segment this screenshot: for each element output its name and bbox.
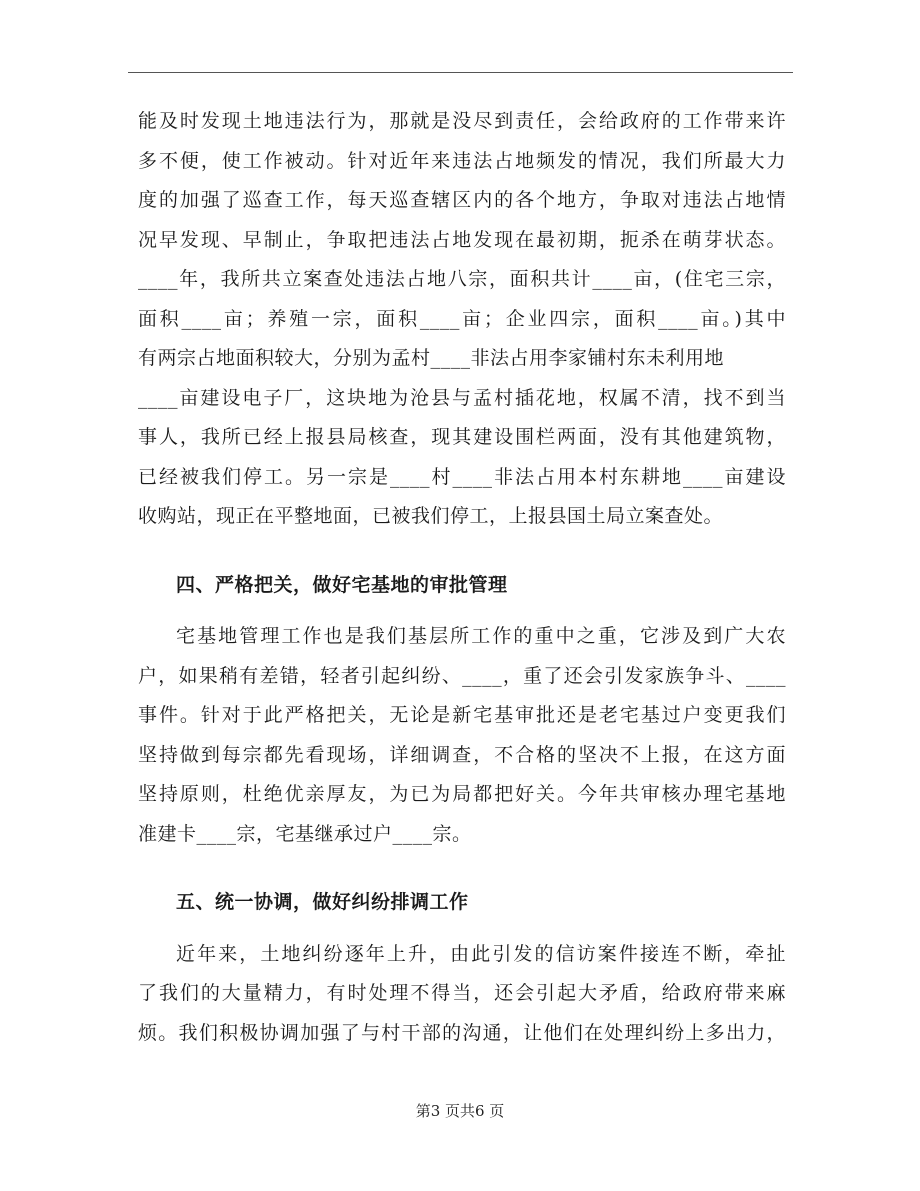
- paragraph-section-five: [138, 935, 786, 1054]
- text-line: 坚持做到每宗都先看现场，详细调查，不合格的坚决不上报，在这方面: [138, 743, 786, 766]
- text-line: 多不便，使工作被动。针对近年来违法占地频发的情况，我们所最大力: [138, 149, 786, 172]
- header-rule: [128, 72, 793, 73]
- text-line: 能及时发现土地违法行为，那就是没尽到责任，会给政府的工作带来许: [138, 110, 786, 132]
- section-heading-four: 四、严格把关，做好宅基地的审批管理: [176, 573, 508, 596]
- page-number: 第3 页共6 页: [415, 1102, 505, 1120]
- text-line: 准建卡____宗，宅基继承过户____宗。: [138, 822, 472, 845]
- text-line: 度的加强了巡查工作，每天巡查辖区内的各个地方，争取对违法占地情: [138, 189, 786, 211]
- text-line: 近年来，土地纠纷逐年上升，由此引发的信访案件接连不断，牵扯: [176, 942, 786, 965]
- text-line: 事人，我所已经上报县局核查，现其建设围栏两面，没有其他建筑物，: [138, 426, 786, 448]
- section-heading-five: 五、统一协调，做好纠纷排调工作: [176, 891, 469, 913]
- text-line: 收购站，现正在平整地面，已被我们停工，上报县国土局立案查处。: [138, 505, 724, 527]
- text-line: 户，如果稍有差错，轻者引起纠纷、____，重了还会引发家族争斗、____: [138, 664, 786, 687]
- text-line: 坚持原则，杜绝优亲厚友，为已为局都把好关。今年共审核办理宅基地: [138, 783, 786, 805]
- text-line: 有两宗占地面积较大，分别为孟村____非法占用李家铺村东未利用地: [138, 347, 725, 369]
- text-line: 烦。我们积极协调加强了与村干部的沟通，让他们在处理纠纷上多出力，: [138, 1021, 786, 1044]
- text-line: 况早发现、早制止，争取把违法占地发现在最初期，扼杀在萌芽状态。: [138, 228, 786, 251]
- text-line: 面积____亩；养殖一宗，面积____亩；企业四宗，面积____亩。)其中: [138, 307, 786, 330]
- text-line: ____亩建设电子厂，这块地为沧县与孟村插花地，权属不清，找不到当: [138, 386, 786, 409]
- text-line: 事件。针对于此严格把关，无论是新宅基审批还是老宅基过户变更我们: [138, 704, 786, 726]
- document-body: [138, 102, 786, 1053]
- text-line: 宅基地管理工作也是我们基层所工作的重中之重，它涉及到广大农: [176, 625, 786, 647]
- paragraph-section-four: [138, 617, 786, 854]
- paragraph-continued: [138, 102, 786, 537]
- text-line: 已经被我们停工。另一宗是____村____非法占用本村东耕地____亩建设: [138, 465, 786, 488]
- text-line: ____年，我所共立案查处违法占地八宗，面积共计____亩，(住宅三宗，: [138, 268, 786, 290]
- text-line: 了我们的大量精力，有时处理不得当，还会引起大矛盾，给政府带来麻: [138, 982, 786, 1004]
